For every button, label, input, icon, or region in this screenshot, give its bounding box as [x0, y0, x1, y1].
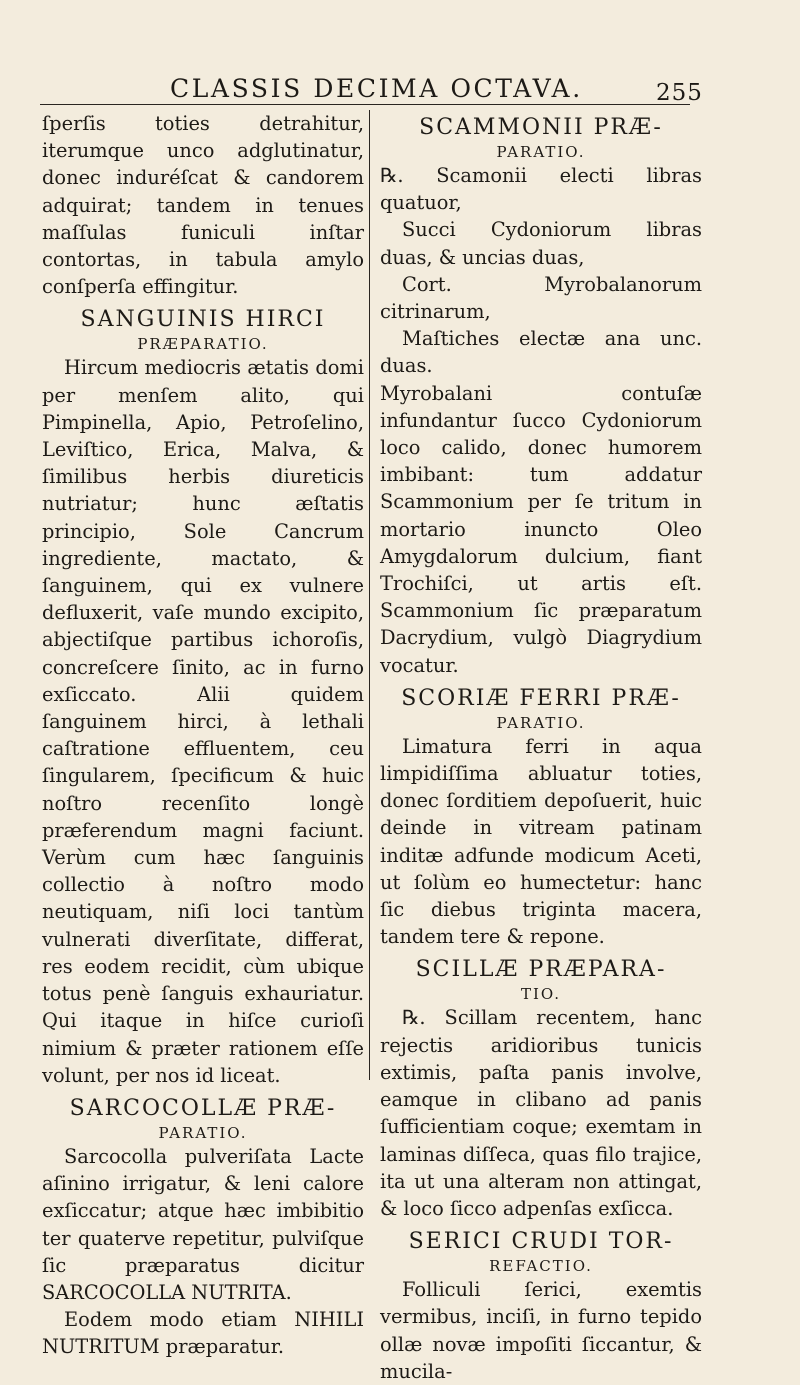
continuation-paragraph: ſperſis toties detrahitur, iterumque unco adglutinatur, donec induréſcat & candorem adquirat; tandem in tenues maſſulas funiculi inſtar contortas, in tabula amylo conſperſa effingitur. — [42, 112, 364, 299]
heading-title: SARCOCOLLÆ PRÆ- — [69, 1095, 337, 1121]
page-number: 255 — [656, 80, 703, 106]
paragraph-scillae: ℞. Scillam recentem, hanc rejectis aridioribus tunicis extimis, paſta panis involve, eamque in clibano ad panis ſufficientiam coque; exemtam in laminas diſſeca, quas filo trajice, ita ut una alteram non attingat, & loco ſicco adpenſas exſicca. — [380, 1006, 702, 1220]
section-heading-scammonii — [380, 114, 702, 162]
column-divider — [369, 110, 370, 1080]
paragraph-serici-crudi: Folliculi ſerici, exemtis vermibus, inciſi, in furno tepido ollæ novæ impoſiti ſiccantur, & mucila- — [380, 1278, 702, 1383]
section-heading-scillae — [380, 956, 702, 1004]
heading-title: SERICI CRUDI TOR- — [408, 1229, 674, 1255]
heading-subtitle: PRÆPARATIO. — [137, 335, 269, 354]
page-header — [0, 72, 800, 112]
left-column — [42, 110, 364, 1361]
section-heading-scoriae-ferri — [380, 685, 702, 733]
heading-title: SANGUINIS HIRCI — [80, 307, 326, 333]
recipe-line: Succi Cydoniorum libras duas, & uncias duas, — [380, 218, 702, 269]
section-heading-sarcocollae — [42, 1095, 364, 1143]
heading-subtitle: PARATIO. — [496, 143, 586, 161]
section-heading-sanguinis-hirci — [42, 306, 364, 354]
paragraph-sarcocollae: Sarcocolla pulveriſata Lacte aſinino irrigatur, & leni calore exſiccatur; atque hæc imbibitio ter quaterve repetitur, pulviſque ſic præparatus dicitur SARCOCOLLA NUTRITA. — [42, 1144, 364, 1304]
paragraph-sanguinis-hirci: Hircum mediocris ætatis domi per menſem alito, qui Pimpinella, Apio, Petroſelino, Leviſtico, Erica, Malva, & ſimilibus herbis diureticis nutriatur; hunc æſtatis principio, Sole Cancrum ingrediente, mactato, & ſanguinem, qui ex vulnere defluxerit, vaſe mundo excipito, abjectiſque partibus ichoroſis, concreſcere ſinito, ac in furno exſiccato. Alii quidem ſanguinem hirci, à lethali caſtratione effluentem, ceu ſingularem, ſpecificum & huic noſtro recenſito longè præferendum magni faciunt. Verùm cum hæc ſanguinis collectio à noſtro modo neutiquam, niſi loci tantùm vulnerati diverſitate, differat, res eodem recidit, cùm ubique totus penè ſanguis exhauriatur. Qui itaque in hiſce curioſi nimium & præter rationem eſſe volunt, per nos id liceat. — [42, 356, 364, 1087]
heading-title: SCORIÆ FERRI PRÆ- — [401, 685, 681, 711]
heading-subtitle: PARATIO. — [158, 1123, 248, 1142]
paragraph-scoriae-ferri: Limatura ferri in aqua limpidiſſima abluatur toties, donec ſorditiem depoſuerit, huic deinde in vitream patinam inditæ adfunde modicum Aceti, ut ſolùm eo humectetur: hanc ſic diebus triginta macera, tandem tere & repone. — [380, 734, 702, 949]
running-head: CLASSIS DECIMA OCTAVA. — [170, 74, 583, 103]
heading-subtitle: PARATIO. — [496, 713, 586, 732]
paragraph-nihili: Eodem modo etiam NIHILI NUTRITUM præparatur. — [42, 1308, 364, 1359]
heading-title: SCILLÆ PRÆPARA- — [415, 957, 667, 983]
heading-subtitle: REFACTIO. — [489, 1257, 593, 1276]
recipe-line: Cort. Myrobalanorum citrinarum, — [380, 272, 702, 324]
right-column — [380, 110, 702, 1385]
paragraph-scammonii: Myrobalani contuſæ infundantur ſucco Cydoniorum loco calido, donec humorem imbibant: tum addatur Scammonium per ſe tritum in mortario inuncto Oleo Amygdalorum dulcium, fiant Trochiſci, ut artis eſt. Scammonium ſic præparatum Dacrydium, vulgò Diagrydium vocatur. — [380, 381, 702, 677]
heading-subtitle: TIO. — [520, 985, 562, 1004]
heading-title: SCAMMONII PRÆ- — [419, 115, 663, 140]
recipe-line: ℞. Scamonii electi libras quatuor, — [380, 164, 702, 215]
recipe-line: Maſtiches electæ ana unc. duas. — [380, 327, 702, 378]
section-heading-serici-crudi — [380, 1228, 702, 1276]
header-rule — [40, 104, 690, 105]
